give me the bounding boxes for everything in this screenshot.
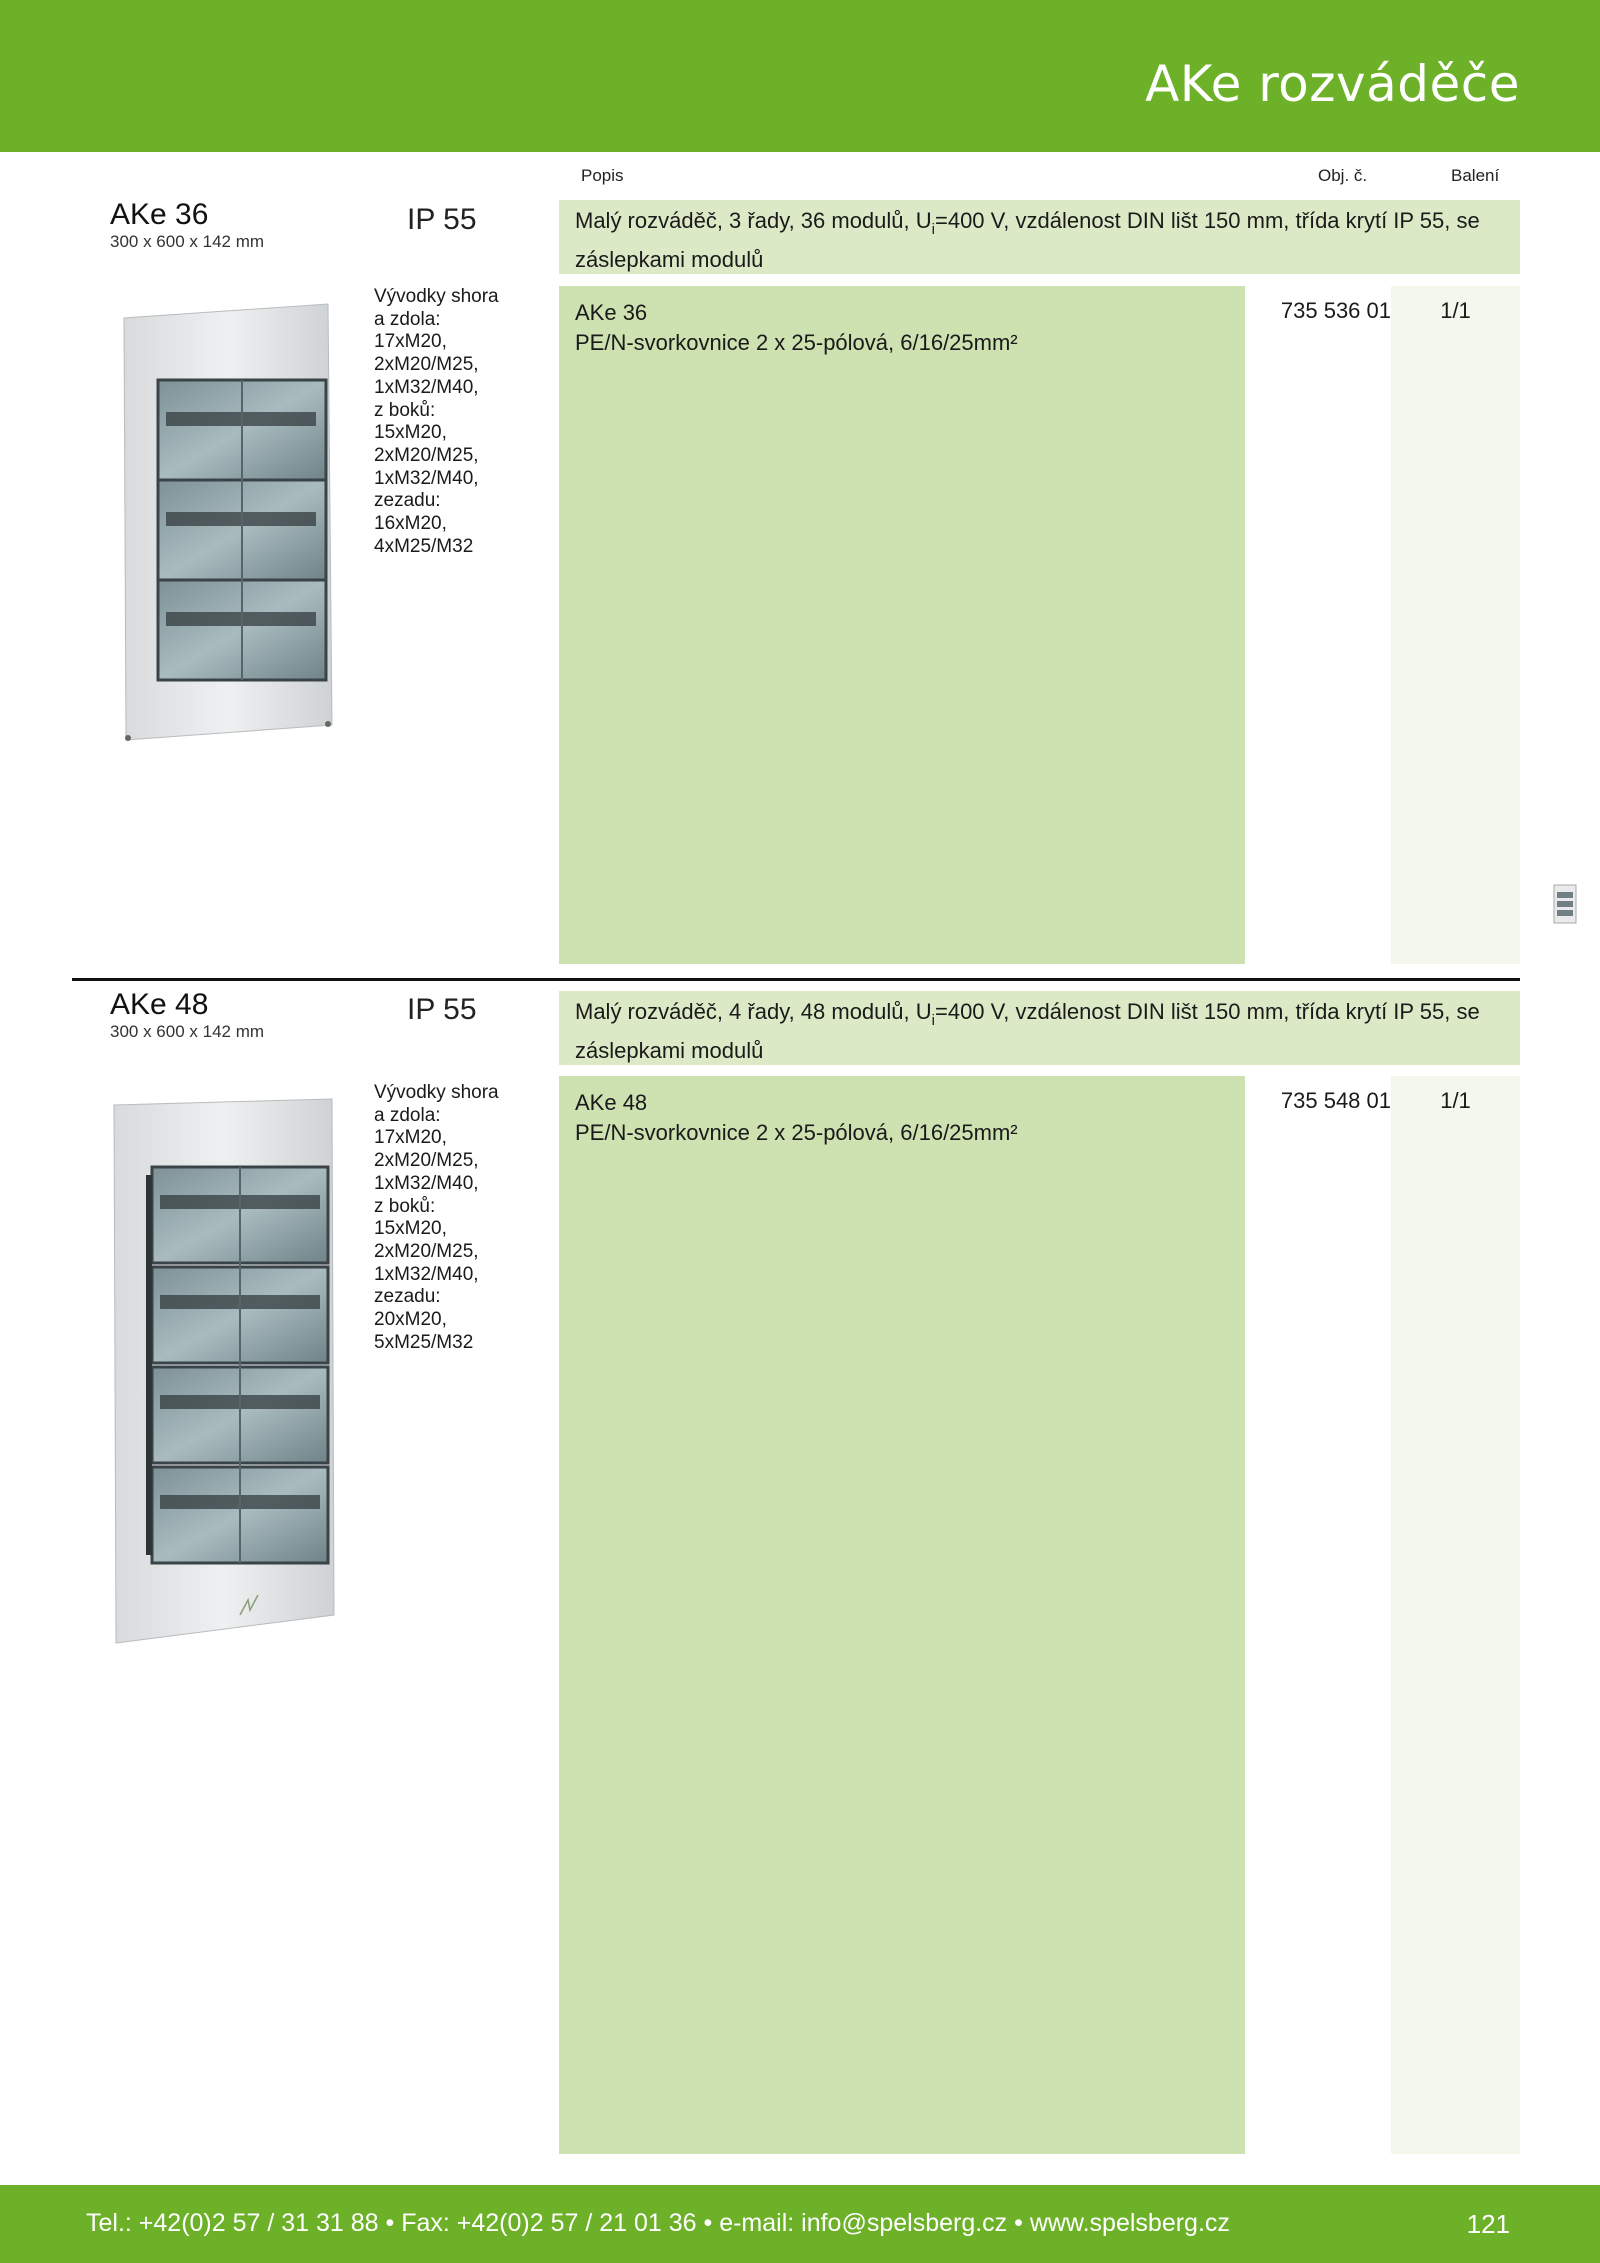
column-header-popis: Popis — [581, 166, 624, 185]
product-ip-rating: IP 55 — [407, 993, 477, 1026]
cable-entry: Vývodky shora — [374, 1082, 499, 1103]
footer-bar — [0, 2185, 1600, 2263]
cable-entry: 20xM20, — [374, 1309, 447, 1331]
cable-entry: 2xM20/M25, — [374, 1150, 479, 1172]
description-subscript: i — [931, 1012, 935, 1029]
cable-entry: z boků: — [374, 399, 436, 421]
cable-entry: 2xM20/M25, — [374, 1240, 479, 1262]
cable-entries-list — [374, 286, 524, 558]
cable-entry: 1xM32/M40, — [374, 1263, 479, 1285]
packaging-unit — [1391, 286, 1520, 964]
cable-entry: 2xM20/M25, — [374, 444, 479, 466]
cable-entry: 2xM20/M25, — [374, 354, 479, 376]
cable-entry: 15xM20, — [374, 1218, 447, 1240]
item-description-box — [559, 1076, 1245, 2154]
cable-entry: 1xM32/M40, — [374, 1172, 479, 1194]
product-image-ake48 — [110, 1095, 342, 1645]
item-detail: PE/N-svorkovnice 2 x 25-pólová, 6/16/25mm² — [575, 330, 1018, 355]
column-header-obj: Obj. č. — [1318, 166, 1368, 185]
order-number: 735 548 01 — [1280, 1088, 1391, 1113]
product-description — [559, 991, 1520, 1065]
cable-entry: a zdola: — [374, 1104, 441, 1126]
footer-contact: Tel.: +42(0)2 57 / 31 31 88 • Fax: +42(0)2 57 / 21 01 36 • e-mail: info@spelsberg.cz • www.spelsberg.cz — [86, 2209, 1230, 2237]
cable-entry: z boků: — [374, 1195, 436, 1217]
cable-entry: 1xM32/M40, — [374, 376, 479, 398]
product-name: AKe 36 — [110, 198, 209, 231]
cable-entry: 4xM25/M32 — [374, 535, 474, 557]
cabinet-thumbnail-icon — [1553, 884, 1577, 924]
page-title: AKe rozváděče — [1145, 55, 1520, 113]
item-description-box — [559, 286, 1245, 964]
cable-entry: 1xM32/M40, — [374, 467, 479, 489]
description-text-end: =400 V, vzdálenost DIN lišt 150 mm, třída krytí IP 55, se záslepkami modulů — [575, 999, 1480, 1063]
column-header-baleni: Balení — [1451, 166, 1500, 185]
cable-entry: Vývodky shora — [374, 286, 499, 307]
cable-entry: 17xM20, — [374, 331, 447, 353]
description-subscript: i — [931, 221, 935, 238]
packaging-value: 1/1 — [1440, 298, 1471, 323]
cable-entry: zezadu: — [374, 1286, 441, 1308]
cable-entry: a zdola: — [374, 308, 441, 330]
description-text-start: Malý rozváděč, 4 řady, 48 modulů, U — [575, 999, 932, 1024]
cable-entry: zezadu: — [374, 490, 441, 512]
page-number: 121 — [1466, 2209, 1510, 2239]
cable-entry: 15xM20, — [374, 422, 447, 444]
order-number: 735 536 01 — [1280, 298, 1391, 323]
product-image-ake36 — [118, 300, 338, 745]
cable-entry: 5xM25/M32 — [374, 1331, 474, 1353]
product-dimensions: 300 x 600 x 142 mm — [110, 1022, 265, 1041]
description-text-start: Malý rozváděč, 3 řady, 36 modulů, U — [575, 208, 932, 233]
cable-entries-list — [374, 1082, 524, 1354]
item-name: AKe 36 — [575, 300, 648, 325]
packaging-value: 1/1 — [1440, 1088, 1471, 1113]
product-name: AKe 48 — [110, 988, 209, 1021]
cable-entry: 17xM20, — [374, 1127, 447, 1149]
cable-entry: 16xM20, — [374, 513, 447, 535]
item-detail: PE/N-svorkovnice 2 x 25-pólová, 6/16/25mm² — [575, 1120, 1018, 1145]
product-dimensions: 300 x 600 x 142 mm — [110, 232, 265, 251]
section-divider — [72, 978, 1520, 981]
product-ip-rating: IP 55 — [407, 203, 477, 236]
packaging-unit — [1391, 1076, 1520, 2154]
header-bar — [0, 0, 1600, 152]
item-name: AKe 48 — [575, 1090, 648, 1115]
description-text-end: =400 V, vzdálenost DIN lišt 150 mm, třída krytí IP 55, se záslepkami modulů — [575, 208, 1480, 272]
product-description — [559, 200, 1520, 274]
